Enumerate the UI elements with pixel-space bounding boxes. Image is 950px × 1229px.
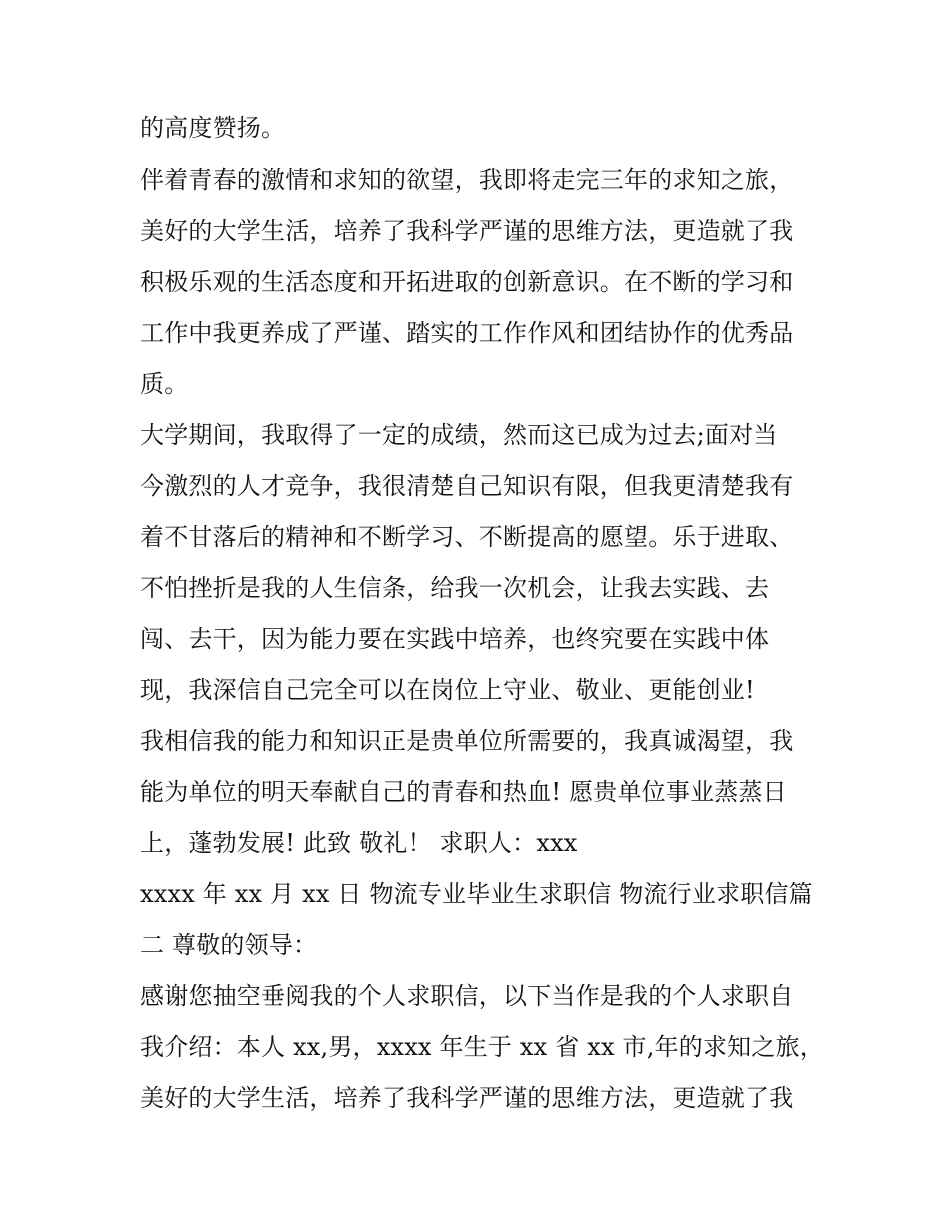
text-line: 今激烈的人才竞争，我很清楚自己知识有限，但我更清楚我有 (140, 472, 794, 500)
text-line: 美好的大学生活，培养了我科学严谨的思维方法，更造就了我 (140, 1084, 794, 1112)
text-line: 伴着青春的激情和求知的欲望，我即将走完三年的求知之旅， (140, 166, 794, 194)
text-line: 的高度赞扬。 (140, 114, 286, 142)
text-line: 着不甘落后的精神和不断学习、不断提高的愿望。乐于进取、 (140, 523, 794, 551)
text-line: 我相信我的能力和知识正是贵单位所需要的，我真诚渴望，我 (140, 727, 794, 755)
text-line: xxxx 年 xx 月 xx 日 物流专业毕业生求职信 物流行业求职信篇 (140, 880, 813, 908)
text-line: 能为单位的明天奉献自己的青春和热血! 愿贵单位事业蒸蒸日 (140, 778, 787, 806)
text-line: 大学期间，我取得了一定的成绩，然而这已成为过去;面对当 (140, 421, 778, 449)
text-line: 感谢您抽空垂阅我的个人求职信，以下当作是我的个人求职自 (140, 982, 794, 1010)
text-line: 我介绍：本人 xx,男，xxxx 年生于 xx 省 xx 市,年的求知之旅， (140, 1033, 824, 1061)
text-line: 美好的大学生活，培养了我科学严谨的思维方法，更造就了我 (140, 217, 794, 245)
text-line: 闯、去干，因为能力要在实践中培养，也终究要在实践中体 (140, 625, 770, 653)
text-line: 质。 (140, 370, 189, 398)
text-line: 上，蓬勃发展! 此致 敬礼！ 求职人：xxx (140, 829, 578, 857)
text-line: 现，我深信自己完全可以在岗位上守业、敬业、更能创业! (140, 676, 755, 704)
text-line: 工作中我更养成了严谨、踏实的工作作风和团结协作的优秀品 (140, 319, 794, 347)
text-line: 积极乐观的生活态度和开拓进取的创新意识。在不断的学习和 (140, 268, 794, 296)
text-line: 二 尊敬的领导： (140, 931, 318, 959)
text-line: 不怕挫折是我的人生信条，给我一次机会，让我去实践、去 (140, 574, 770, 602)
